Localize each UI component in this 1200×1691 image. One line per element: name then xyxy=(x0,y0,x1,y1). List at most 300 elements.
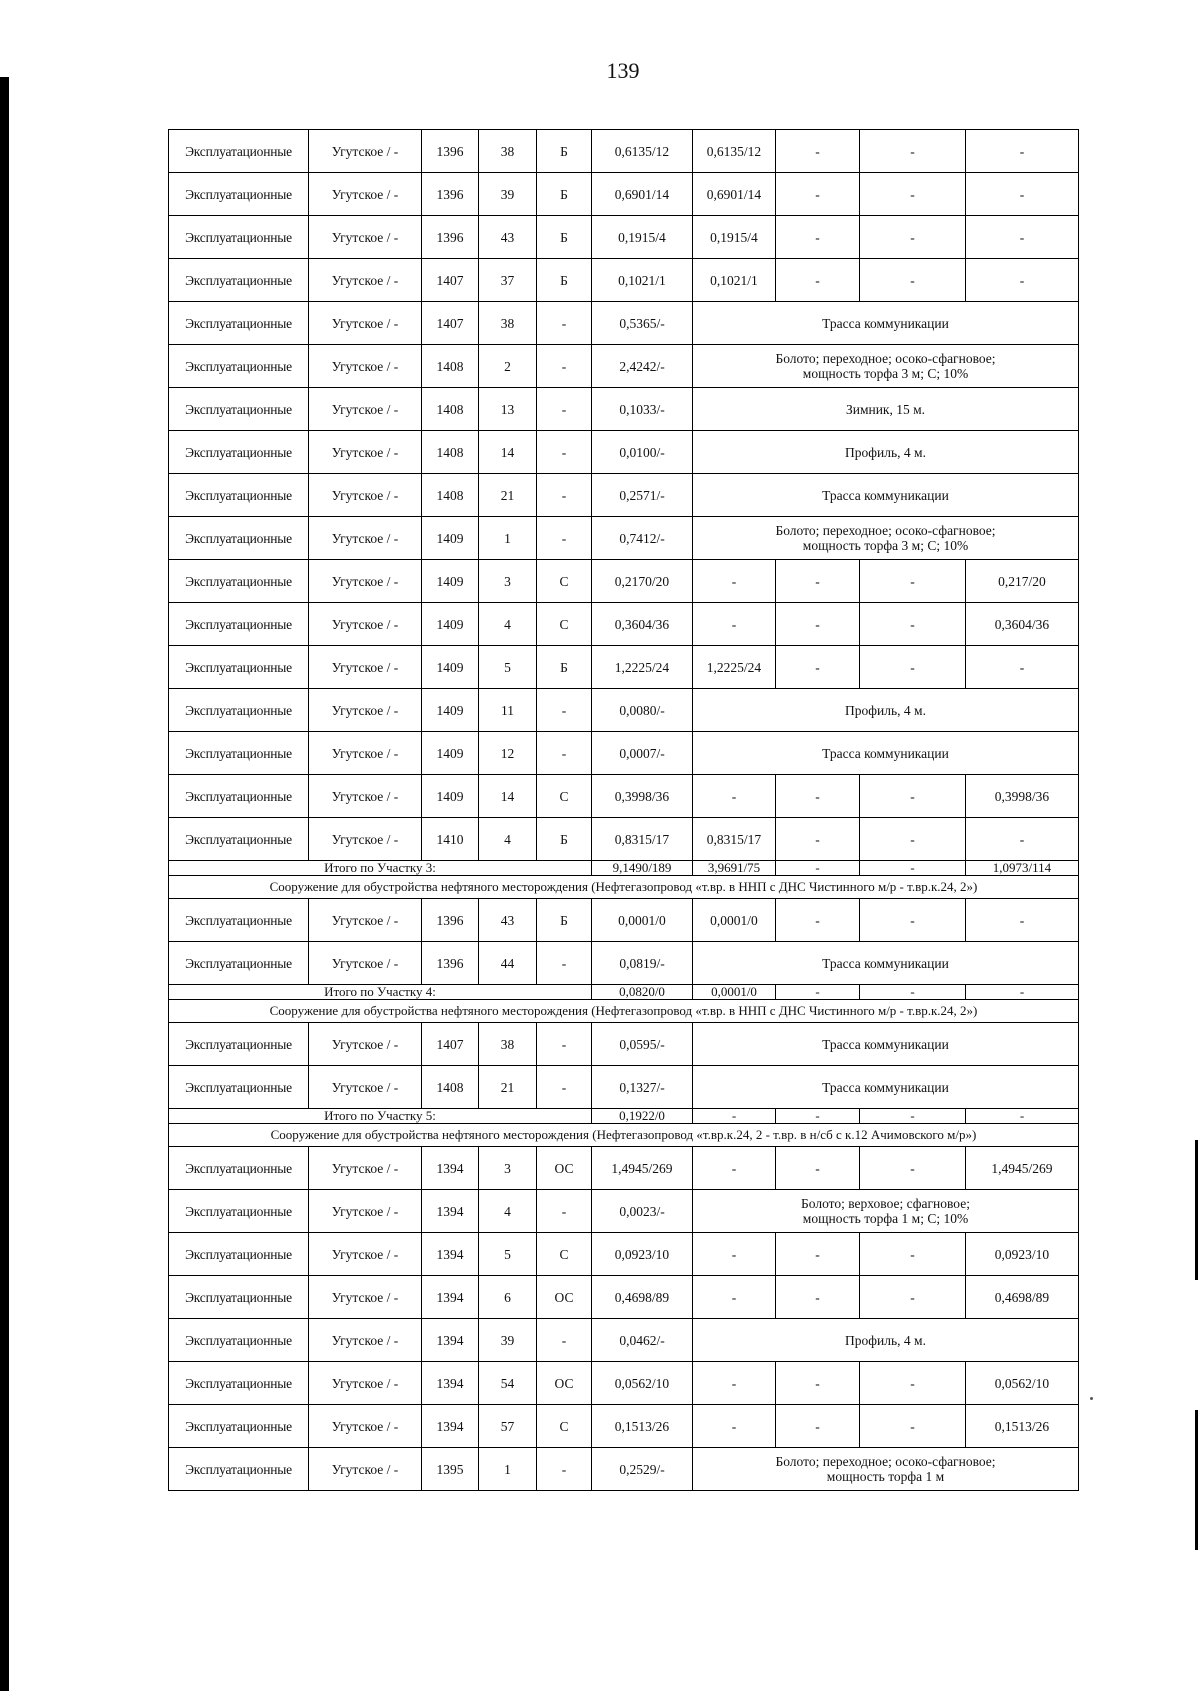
quarter-cell: 1407 xyxy=(422,302,479,345)
category-cell: Эксплуатационные xyxy=(169,560,309,603)
value-cell: - xyxy=(860,1362,966,1405)
quarter-cell: 1396 xyxy=(422,130,479,173)
value-cell: - xyxy=(966,259,1079,302)
subcompartment-cell: 57 xyxy=(479,1405,537,1448)
note-cell xyxy=(693,474,1079,517)
category-cell: Эксплуатационные xyxy=(169,130,309,173)
note-line: Трасса коммуникации xyxy=(822,1079,949,1095)
area-cell: 0,0819/- xyxy=(592,942,693,985)
subcompartment-cell: 6 xyxy=(479,1276,537,1319)
value-cell: - xyxy=(776,775,860,818)
protection-category-cell: Б xyxy=(537,646,592,689)
area-cell: 0,0595/- xyxy=(592,1023,693,1066)
category-cell: Эксплуатационные xyxy=(169,345,309,388)
category-cell: Эксплуатационные xyxy=(169,1319,309,1362)
value-cell: - xyxy=(860,899,966,942)
category-cell: Эксплуатационные xyxy=(169,173,309,216)
note-cell xyxy=(693,942,1079,985)
value-cell: 1,4945/269 xyxy=(966,1147,1079,1190)
protection-category-cell: Б xyxy=(537,216,592,259)
subcompartment-cell: 14 xyxy=(479,431,537,474)
value-cell: - xyxy=(693,560,776,603)
protection-category-cell: - xyxy=(537,1023,592,1066)
area-cell: 0,1915/4 xyxy=(592,216,693,259)
area-cell: 0,2529/- xyxy=(592,1448,693,1491)
value-cell: - xyxy=(860,1109,966,1124)
forestry-cell: Угутское / - xyxy=(309,302,422,345)
value-cell: 0,0562/10 xyxy=(966,1362,1079,1405)
protection-category-cell: ОС xyxy=(537,1362,592,1405)
area-cell: 1,4945/269 xyxy=(592,1147,693,1190)
table-row xyxy=(169,173,1079,216)
category-cell: Эксплуатационные xyxy=(169,899,309,942)
area-cell: 2,4242/- xyxy=(592,345,693,388)
quarter-cell: 1396 xyxy=(422,942,479,985)
category-cell: Эксплуатационные xyxy=(169,259,309,302)
area-cell: 0,0080/- xyxy=(592,689,693,732)
value-cell: 0,6135/12 xyxy=(693,130,776,173)
section-header-row xyxy=(169,1124,1079,1147)
table-row xyxy=(169,818,1079,861)
table-row xyxy=(169,431,1079,474)
table-row xyxy=(169,1190,1079,1233)
value-cell: - xyxy=(860,1147,966,1190)
subcompartment-cell: 38 xyxy=(479,302,537,345)
forestry-cell: Угутское / - xyxy=(309,1190,422,1233)
area-cell: 0,0562/10 xyxy=(592,1362,693,1405)
value-cell: - xyxy=(966,216,1079,259)
protection-category-cell: С xyxy=(537,775,592,818)
value-cell: - xyxy=(693,775,776,818)
quarter-cell: 1395 xyxy=(422,1448,479,1491)
value-cell: - xyxy=(693,1405,776,1448)
value-cell: 0,4698/89 xyxy=(966,1276,1079,1319)
table-row xyxy=(169,899,1079,942)
forestry-cell: Угутское / - xyxy=(309,173,422,216)
note-cell xyxy=(693,431,1079,474)
protection-category-cell: - xyxy=(537,1448,592,1491)
category-cell: Эксплуатационные xyxy=(169,1405,309,1448)
protection-category-cell: - xyxy=(537,1319,592,1362)
value-cell: - xyxy=(776,1276,860,1319)
category-cell: Эксплуатационные xyxy=(169,1448,309,1491)
category-cell: Эксплуатационные xyxy=(169,732,309,775)
scan-speck xyxy=(1090,1397,1093,1400)
value-cell: - xyxy=(776,603,860,646)
value-cell: 0,1021/1 xyxy=(693,259,776,302)
forestry-cell: Угутское / - xyxy=(309,1233,422,1276)
quarter-cell: 1408 xyxy=(422,431,479,474)
table-row xyxy=(169,1405,1079,1448)
quarter-cell: 1408 xyxy=(422,388,479,431)
forestry-cell: Угутское / - xyxy=(309,388,422,431)
quarter-cell: 1408 xyxy=(422,474,479,517)
note-cell xyxy=(693,345,1079,388)
value-cell: 0,217/20 xyxy=(966,560,1079,603)
forestry-cell: Угутское / - xyxy=(309,1066,422,1109)
scan-right-edge-mark xyxy=(1195,1140,1198,1280)
category-cell: Эксплуатационные xyxy=(169,1276,309,1319)
forestry-cell: Угутское / - xyxy=(309,818,422,861)
protection-category-cell: С xyxy=(537,1233,592,1276)
forestry-cell: Угутское / - xyxy=(309,130,422,173)
value-cell: - xyxy=(776,1405,860,1448)
table-row xyxy=(169,732,1079,775)
subcompartment-cell: 54 xyxy=(479,1362,537,1405)
protection-category-cell: - xyxy=(537,1190,592,1233)
table-row xyxy=(169,1448,1079,1491)
value-cell: - xyxy=(966,646,1079,689)
area-cell: 0,6135/12 xyxy=(592,130,693,173)
note-line: Трасса коммуникации xyxy=(822,955,949,971)
forestry-cell: Угутское / - xyxy=(309,603,422,646)
forestry-cell: Угутское / - xyxy=(309,732,422,775)
area-cell: 0,7412/- xyxy=(592,517,693,560)
value-cell: - xyxy=(776,646,860,689)
forestry-cell: Угутское / - xyxy=(309,560,422,603)
protection-category-cell: - xyxy=(537,474,592,517)
value-cell: - xyxy=(860,173,966,216)
protection-category-cell: Б xyxy=(537,259,592,302)
section-header-row xyxy=(169,1000,1079,1023)
section-header-row xyxy=(169,876,1079,899)
subcompartment-cell: 43 xyxy=(479,216,537,259)
area-cell: 0,0923/10 xyxy=(592,1233,693,1276)
area-cell: 0,0001/0 xyxy=(592,899,693,942)
quarter-cell: 1394 xyxy=(422,1362,479,1405)
area-cell: 0,1033/- xyxy=(592,388,693,431)
section-title-cell: Сооружение для обустройства нефтяного месторождения (Нефтегазопровод «т.вр. в ННП с ДНС Чистинного м/р - т.вр.к.24, 2») xyxy=(169,1000,1079,1023)
forestry-cell: Угутское / - xyxy=(309,259,422,302)
table-row xyxy=(169,216,1079,259)
total-row xyxy=(169,985,1079,1000)
protection-category-cell: - xyxy=(537,732,592,775)
subcompartment-cell: 12 xyxy=(479,732,537,775)
quarter-cell: 1394 xyxy=(422,1147,479,1190)
protection-category-cell: - xyxy=(537,431,592,474)
table-row xyxy=(169,1233,1079,1276)
quarter-cell: 1394 xyxy=(422,1276,479,1319)
value-cell: 0,0001/0 xyxy=(693,985,776,1000)
protection-category-cell: С xyxy=(537,603,592,646)
total-row xyxy=(169,861,1079,876)
value-cell: - xyxy=(860,560,966,603)
note-cell xyxy=(693,517,1079,560)
section-title-cell: Сооружение для обустройства нефтяного месторождения (Нефтегазопровод «т.вр.к.24, 2 - т.вр. в н/сб с к.12 Ачимовского м/р») xyxy=(169,1124,1079,1147)
subcompartment-cell: 3 xyxy=(479,1147,537,1190)
area-cell: 0,0462/- xyxy=(592,1319,693,1362)
subcompartment-cell: 3 xyxy=(479,560,537,603)
table-row xyxy=(169,259,1079,302)
subcompartment-cell: 11 xyxy=(479,689,537,732)
quarter-cell: 1409 xyxy=(422,732,479,775)
note-line: мощность торфа 3 м; С; 10% xyxy=(802,538,969,553)
forestry-cell: Угутское / - xyxy=(309,474,422,517)
forestry-cell: Угутское / - xyxy=(309,1405,422,1448)
note-line: мощность торфа 3 м; С; 10% xyxy=(802,366,969,381)
value-cell: - xyxy=(860,1276,966,1319)
value-cell: 0,0001/0 xyxy=(693,899,776,942)
value-cell: - xyxy=(776,1109,860,1124)
category-cell: Эксплуатационные xyxy=(169,775,309,818)
note-cell xyxy=(693,1448,1079,1491)
forestry-cell: Угутское / - xyxy=(309,1147,422,1190)
protection-category-cell: - xyxy=(537,689,592,732)
category-cell: Эксплуатационные xyxy=(169,603,309,646)
note-line: Болото; переходное; осоко-сфагновое; xyxy=(775,1454,996,1469)
subcompartment-cell: 4 xyxy=(479,818,537,861)
value-cell: - xyxy=(776,216,860,259)
area-cell: 0,3604/36 xyxy=(592,603,693,646)
protection-category-cell: Б xyxy=(537,899,592,942)
subcompartment-cell: 39 xyxy=(479,173,537,216)
forestry-cell: Угутское / - xyxy=(309,1319,422,1362)
note-line: Профиль, 4 м. xyxy=(845,444,926,460)
value-cell: 0,3604/36 xyxy=(966,603,1079,646)
value-cell: 1,0973/114 xyxy=(966,861,1079,876)
forestry-cell: Угутское / - xyxy=(309,431,422,474)
value-cell: - xyxy=(776,130,860,173)
note-line: Профиль, 4 м. xyxy=(845,702,926,718)
section-title-cell: Сооружение для обустройства нефтяного месторождения (Нефтегазопровод «т.вр. в ННП с ДНС Чистинного м/р - т.вр.к.24, 2») xyxy=(169,876,1079,899)
value-cell: - xyxy=(776,1233,860,1276)
total-label-cell: Итого по Участку 5: xyxy=(169,1109,592,1124)
protection-category-cell: - xyxy=(537,302,592,345)
area-cell: 0,2170/20 xyxy=(592,560,693,603)
note-line: мощность торфа 1 м xyxy=(826,1469,945,1484)
forestry-cell: Угутское / - xyxy=(309,1276,422,1319)
table-row xyxy=(169,1319,1079,1362)
category-cell: Эксплуатационные xyxy=(169,1147,309,1190)
table-row xyxy=(169,1362,1079,1405)
value-cell: 0,1915/4 xyxy=(693,216,776,259)
forestry-cell: Угутское / - xyxy=(309,216,422,259)
forestry-cell: Угутское / - xyxy=(309,345,422,388)
subcompartment-cell: 21 xyxy=(479,474,537,517)
table-row xyxy=(169,517,1079,560)
subcompartment-cell: 1 xyxy=(479,517,537,560)
protection-category-cell: - xyxy=(537,942,592,985)
note-line: Болото; переходное; осоко-сфагновое; xyxy=(775,523,996,538)
area-cell: 0,4698/89 xyxy=(592,1276,693,1319)
protection-category-cell: ОС xyxy=(537,1276,592,1319)
category-cell: Эксплуатационные xyxy=(169,646,309,689)
forestry-cell: Угутское / - xyxy=(309,942,422,985)
note-cell xyxy=(693,1190,1079,1233)
quarter-cell: 1409 xyxy=(422,689,479,732)
value-cell: - xyxy=(776,985,860,1000)
table-row xyxy=(169,302,1079,345)
value-cell: - xyxy=(860,775,966,818)
table-row xyxy=(169,1066,1079,1109)
table-row xyxy=(169,646,1079,689)
category-cell: Эксплуатационные xyxy=(169,216,309,259)
protection-category-cell: Б xyxy=(537,818,592,861)
forestry-cell: Угутское / - xyxy=(309,1448,422,1491)
quarter-cell: 1407 xyxy=(422,1023,479,1066)
value-cell: - xyxy=(693,1276,776,1319)
quarter-cell: 1396 xyxy=(422,216,479,259)
note-cell xyxy=(693,1319,1079,1362)
note-cell xyxy=(693,388,1079,431)
subcompartment-cell: 2 xyxy=(479,345,537,388)
quarter-cell: 1409 xyxy=(422,517,479,560)
value-cell: - xyxy=(860,603,966,646)
category-cell: Эксплуатационные xyxy=(169,388,309,431)
protection-category-cell: - xyxy=(537,1066,592,1109)
quarter-cell: 1410 xyxy=(422,818,479,861)
note-line: Трасса коммуникации xyxy=(822,315,949,331)
table-row xyxy=(169,603,1079,646)
category-cell: Эксплуатационные xyxy=(169,1023,309,1066)
subcompartment-cell: 38 xyxy=(479,1023,537,1066)
value-cell: - xyxy=(776,861,860,876)
value-cell: - xyxy=(776,1362,860,1405)
value-cell: - xyxy=(693,1147,776,1190)
value-cell: 0,6901/14 xyxy=(693,173,776,216)
table-row xyxy=(169,1276,1079,1319)
forestry-cell: Угутское / - xyxy=(309,899,422,942)
value-cell: - xyxy=(966,173,1079,216)
quarter-cell: 1394 xyxy=(422,1233,479,1276)
value-cell: - xyxy=(860,646,966,689)
value-cell: - xyxy=(860,259,966,302)
value-cell: - xyxy=(860,818,966,861)
value-cell: - xyxy=(776,818,860,861)
value-cell: - xyxy=(776,259,860,302)
value-cell: 0,3998/36 xyxy=(966,775,1079,818)
note-line: мощность торфа 1 м; С; 10% xyxy=(802,1211,969,1226)
table-row xyxy=(169,1023,1079,1066)
subcompartment-cell: 44 xyxy=(479,942,537,985)
subcompartment-cell: 37 xyxy=(479,259,537,302)
quarter-cell: 1394 xyxy=(422,1319,479,1362)
value-cell: 1,2225/24 xyxy=(693,646,776,689)
note-cell xyxy=(693,732,1079,775)
area-cell: 0,6901/14 xyxy=(592,173,693,216)
quarter-cell: 1408 xyxy=(422,1066,479,1109)
table-row xyxy=(169,474,1079,517)
forestry-cell: Угутское / - xyxy=(309,1362,422,1405)
category-cell: Эксплуатационные xyxy=(169,517,309,560)
table-row xyxy=(169,388,1079,431)
quarter-cell: 1394 xyxy=(422,1190,479,1233)
quarter-cell: 1409 xyxy=(422,603,479,646)
table-row xyxy=(169,942,1079,985)
subcompartment-cell: 1 xyxy=(479,1448,537,1491)
quarter-cell: 1394 xyxy=(422,1405,479,1448)
area-cell: 0,0023/- xyxy=(592,1190,693,1233)
note-line: Зимник, 15 м. xyxy=(845,401,926,417)
category-cell: Эксплуатационные xyxy=(169,474,309,517)
quarter-cell: 1409 xyxy=(422,775,479,818)
category-cell: Эксплуатационные xyxy=(169,1066,309,1109)
area-cell: 0,1021/1 xyxy=(592,259,693,302)
area-cell: 0,2571/- xyxy=(592,474,693,517)
value-cell: - xyxy=(693,1233,776,1276)
forest-plot-table xyxy=(168,129,1079,1491)
forestry-cell: Угутское / - xyxy=(309,689,422,732)
category-cell: Эксплуатационные xyxy=(169,942,309,985)
value-cell: - xyxy=(693,603,776,646)
value-cell: - xyxy=(693,1362,776,1405)
note-line: Болото; переходное; осоко-сфагновое; xyxy=(775,351,996,366)
note-cell xyxy=(693,1023,1079,1066)
area-cell: 0,0007/- xyxy=(592,732,693,775)
area-cell: 0,1513/26 xyxy=(592,1405,693,1448)
value-cell: - xyxy=(693,1109,776,1124)
table-row xyxy=(169,560,1079,603)
protection-category-cell: Б xyxy=(537,130,592,173)
value-cell: - xyxy=(860,1405,966,1448)
area-cell: 0,0820/0 xyxy=(592,985,693,1000)
scan-left-edge-bar xyxy=(0,77,9,1691)
table-row xyxy=(169,1147,1079,1190)
subcompartment-cell: 4 xyxy=(479,603,537,646)
quarter-cell: 1396 xyxy=(422,173,479,216)
value-cell: - xyxy=(860,216,966,259)
quarter-cell: 1409 xyxy=(422,560,479,603)
subcompartment-cell: 14 xyxy=(479,775,537,818)
protection-category-cell: - xyxy=(537,517,592,560)
note-line: Профиль, 4 м. xyxy=(845,1332,926,1348)
note-line: Трасса коммуникации xyxy=(822,487,949,503)
area-cell: 0,3998/36 xyxy=(592,775,693,818)
value-cell: - xyxy=(966,1109,1079,1124)
forestry-cell: Угутское / - xyxy=(309,646,422,689)
subcompartment-cell: 43 xyxy=(479,899,537,942)
note-line: Трасса коммуникации xyxy=(822,1036,949,1052)
area-cell: 1,2225/24 xyxy=(592,646,693,689)
quarter-cell: 1408 xyxy=(422,345,479,388)
quarter-cell: 1407 xyxy=(422,259,479,302)
value-cell: - xyxy=(776,173,860,216)
area-cell: 0,1327/- xyxy=(592,1066,693,1109)
subcompartment-cell: 13 xyxy=(479,388,537,431)
quarter-cell: 1396 xyxy=(422,899,479,942)
value-cell: 0,8315/17 xyxy=(693,818,776,861)
note-line: Болото; верховое; сфагновое; xyxy=(801,1196,970,1211)
protection-category-cell: ОС xyxy=(537,1147,592,1190)
page-number: 139 xyxy=(606,58,640,83)
protection-category-cell: - xyxy=(537,388,592,431)
table-row xyxy=(169,689,1079,732)
subcompartment-cell: 39 xyxy=(479,1319,537,1362)
value-cell: - xyxy=(860,1233,966,1276)
protection-category-cell: С xyxy=(537,1405,592,1448)
value-cell: - xyxy=(776,560,860,603)
quarter-cell: 1409 xyxy=(422,646,479,689)
note-cell xyxy=(693,689,1079,732)
table-row xyxy=(169,130,1079,173)
category-cell: Эксплуатационные xyxy=(169,1362,309,1405)
subcompartment-cell: 5 xyxy=(479,646,537,689)
area-cell: 0,8315/17 xyxy=(592,818,693,861)
total-label-cell: Итого по Участку 3: xyxy=(169,861,592,876)
forestry-cell: Угутское / - xyxy=(309,1023,422,1066)
value-cell: - xyxy=(860,130,966,173)
value-cell: - xyxy=(966,130,1079,173)
protection-category-cell: С xyxy=(537,560,592,603)
value-cell: - xyxy=(776,899,860,942)
area-cell: 0,1922/0 xyxy=(592,1109,693,1124)
forestry-cell: Угутское / - xyxy=(309,775,422,818)
total-label-cell: Итого по Участку 4: xyxy=(169,985,592,1000)
category-cell: Эксплуатационные xyxy=(169,1190,309,1233)
subcompartment-cell: 21 xyxy=(479,1066,537,1109)
note-line: Трасса коммуникации xyxy=(822,745,949,761)
value-cell: 3,9691/75 xyxy=(693,861,776,876)
